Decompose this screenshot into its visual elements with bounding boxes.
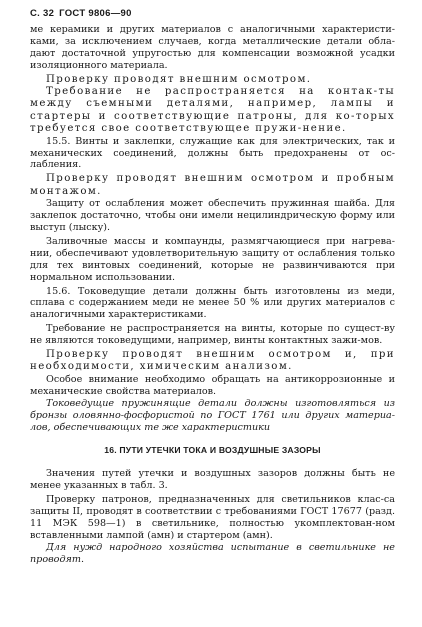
paragraph-economy-note: Для нужд народного хозяйства испытание в светильнике не проводят. <box>30 541 395 565</box>
paragraph-compounds: Заливочные массы и компаунды, размягчающиеся при нагрева-нии, обеспечивают удовлетворительную защиту от ослабления только для тех винтовых соединений, которые не развинчиваются при нормальном использовании. <box>30 235 395 283</box>
document-page <box>30 8 395 566</box>
page-number: С. 32 <box>30 8 55 19</box>
page-header <box>30 8 395 19</box>
paragraph-check-mounting: Проверку проводят внешним осмотром и пробным монтажом. <box>30 173 395 197</box>
paragraph-screws: Требование не распространяется на винты, которые по сущест-ву не являются токоведущими, например, винты контактных зажи-мов. <box>30 323 395 347</box>
paragraph-continuation: ме керамики и других материалов с аналогичными характеристи-ками, за исключением случаев, когда металлические детали обла-дают достаточной упругостью для компенсации возможной усадки изоляционного материала. <box>30 24 395 71</box>
paragraph-protection: Защиту от ослабления может обеспечить пружинная шайба. Для заклепок достаточно, чтобы они имели нецилиндрическую форму или выступ (лыску). <box>30 198 395 233</box>
paragraph-class-ii-check: Проверку патронов, предназначенных для светильников клас-са защиты II, проводят в соответствии с требованиями ГОСТ 17677 (разд. 11 МЭК 598—1) в светильнике, полностью укомплектован-ном вставленными лампой (амн) и стартером (амн). <box>30 494 395 541</box>
section-title: 16. ПУТИ УТЕЧКИ ТОКА И ВОЗДУШНЫЕ ЗАЗОРЫ <box>104 445 321 456</box>
paragraph-springs-note: Токоведущие пружинящие детали должны изготовляться из бронзы оловянно-фосфористой по ГОСТ 1761 или других материа-лов, обеспечивающих те же характеристики <box>30 397 395 433</box>
gost-label: ГОСТ 9806—90 <box>59 8 132 19</box>
paragraph-clause-15-5: 15.5. Винты и заклепки, служащие как для электрических, так и механических соединений, должны быть предохранены от ос-лабления. <box>30 135 395 171</box>
paragraph-requirement-contacts: Требование не распространяется на контак-ты между съемными деталями, например, лампы и стартеры и соответствующие патроны, для ко-торых требуется свое соответствующее пружи-нение. <box>30 86 395 135</box>
paragraph-check-visual: Проверку проводят внешним осмотром. <box>46 73 312 85</box>
paragraph-attention: Особое внимание необходимо обращать на антикоррозионные и механические свойства материалов. <box>30 373 395 397</box>
paragraph-clause-15-6: 15.6. Токоведущие детали должны быть изготовлены из меди, сплава с содержанием меди не менее 50 % или других материалов с аналогичными характеристиками. <box>30 285 395 321</box>
paragraph-creepage-values: Значения путей утечки и воздушных зазоров должны быть не менее указанных в табл. 3. <box>30 468 395 492</box>
paragraph-check-chemical: Проверку проводят внешним осмотром и, при необходимости, химическим анализом. <box>30 349 395 373</box>
